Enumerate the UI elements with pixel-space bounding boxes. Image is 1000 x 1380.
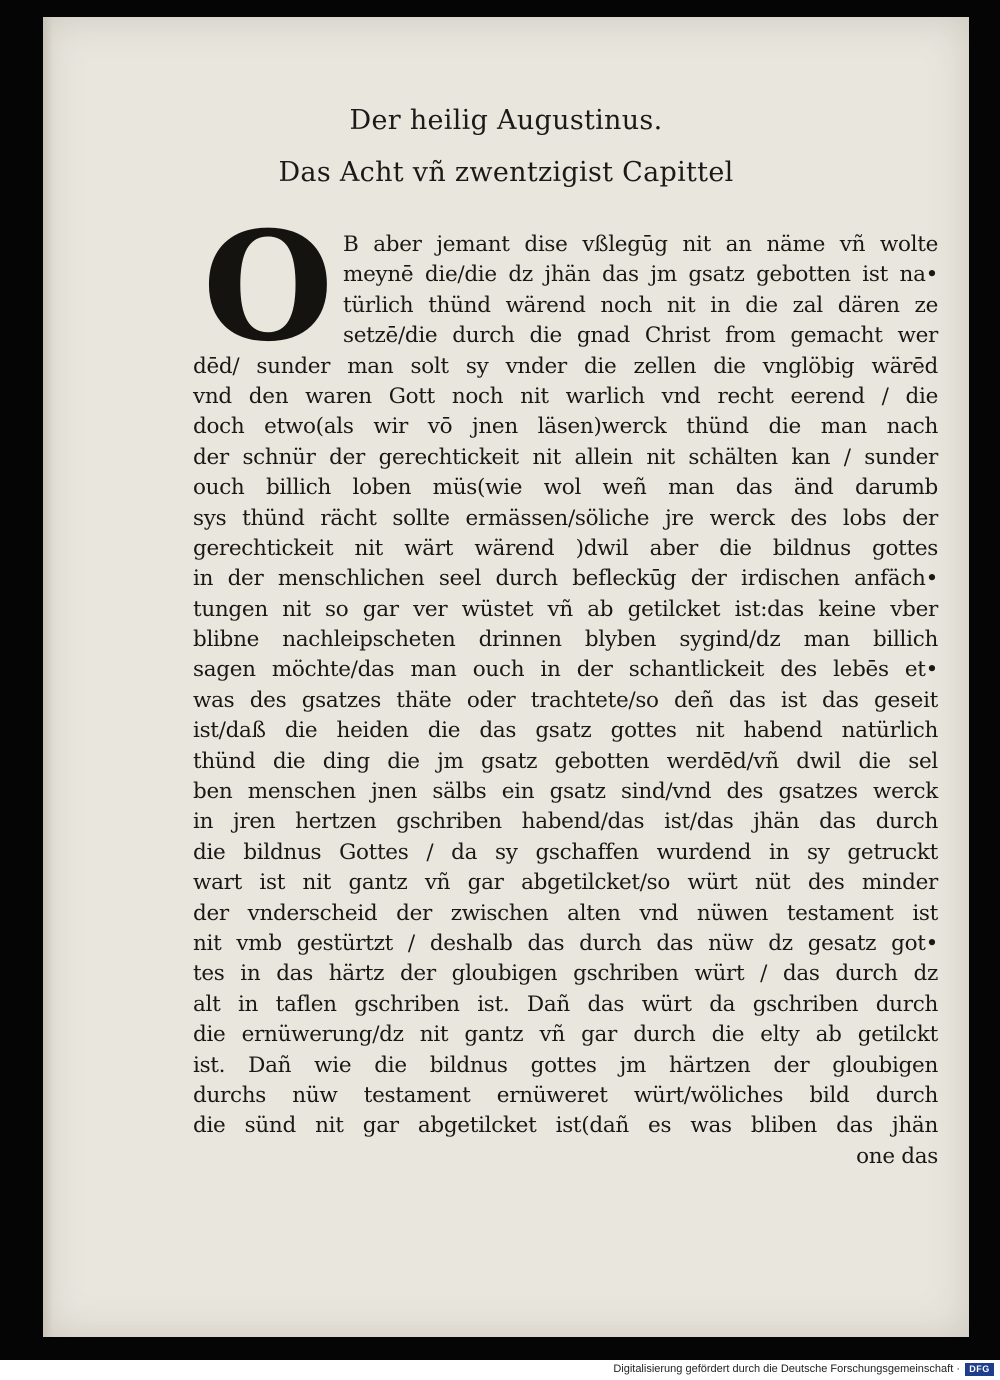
text-line: doch etwo(als wir vō jnen läsen)werck thünd die man nach — [193, 414, 938, 440]
text-line: blibne nachleipscheten drinnen blyben sygind/dz man billich — [193, 627, 938, 653]
text-line: thünd die ding die jm gsatz gebotten werdēd/vñ dwil die sel — [193, 748, 938, 774]
text-line: dēd/ sunder man solt sy vnder die zellen die vnglöbig wärēd — [193, 353, 938, 379]
text-line: wart ist nit gantz vñ gar abgetilcket/so würt nüt des minder — [193, 870, 938, 896]
body-text — [193, 230, 938, 1172]
text-line: die bildnus Gottes / da sy gschaffen wurdend in sy getruckt — [193, 839, 938, 865]
text-line: vnd den waren Gott noch nit warlich vnd recht eerend / die — [193, 383, 938, 409]
text-line: der vnderscheid der zwischen alten vnd nüwen testament ist — [193, 900, 938, 926]
text-line: in der menschlichen seel durch befleckūg der irdischen anfäch• — [193, 566, 938, 592]
running-head: Der heilig Augustinus. — [349, 105, 663, 136]
text-line: sys thünd rächt sollte ermässen/söliche jre werck des lobs der — [193, 505, 938, 531]
text-line: ist/daß die heiden die das gsatz gottes nit habend natürlich — [193, 718, 938, 744]
text-line: alt in taflen gschriben ist. Dañ das würt da gschriben durch — [193, 991, 938, 1017]
text-line: durchs nüw testament ernüweret würt/wöliches bild durch — [193, 1082, 938, 1108]
text-line: gerechtickeit nit wärt wärend )dwil aber die bildnus gottes — [193, 535, 938, 561]
text-line: was des gsatzes thäte oder trachtete/so deñ das ist das geseit — [193, 687, 938, 713]
text-line: die sünd nit gar abgetilcket ist(dañ es was bliben das jhän — [193, 1113, 938, 1139]
dfg-logo: DFG — [965, 1363, 994, 1376]
funding-notice: Digitalisierung gefördert durch die Deutsche Forschungsgemeinschaft · — [613, 1363, 960, 1375]
text-line: meynē die/die dz jhän das jm gsatz gebotten ist na• — [343, 262, 938, 288]
text-line: die ernüwerung/dz nit gantz vñ gar durch die elty ab getilckt — [193, 1022, 938, 1048]
text-line: tes in das härtz der gloubigen gschriben würt / das durch dz — [193, 961, 938, 987]
text-line: ouch billich loben müs(wie wol weñ man das änd darumb — [193, 475, 938, 501]
text-line: ist. Dañ wie die bildnus gottes jm härtzen der gloubigen — [193, 1052, 938, 1078]
catchword: one das — [856, 1143, 938, 1169]
footer-bar — [0, 1360, 1000, 1380]
text-line: B aber jemant dise vßlegūg nit an näme vñ wolte — [343, 232, 938, 257]
decorated-initial: O — [202, 199, 334, 375]
text-line: sagen möchte/das man ouch in der schantlickeit des lebēs et• — [193, 657, 938, 683]
text-line: nit vmb gestürtzt / deshalb das durch das nüw dz gesatz got• — [193, 930, 938, 956]
text-line: ben menschen jnen sälbs ein gsatz sind/vnd des gsatzes werck — [193, 779, 938, 805]
text-line: türlich thünd wärend noch nit in die zal dären ze — [343, 292, 938, 318]
text-line: in jren hertzen gschriben habend/das ist/das jhän das durch — [193, 809, 938, 835]
text-line: tungen nit so gar ver wüstet vñ ab getilcket ist:das keine vber — [193, 596, 938, 622]
text-line: der schnür der gerechtickeit nit allein nit schälten kan / sunder — [193, 444, 938, 470]
chapter-heading: Das Acht vñ zwentzigist Capittel — [278, 157, 734, 188]
text-line: setzē/die durch die gnad Christ from gemacht wer — [343, 323, 938, 349]
